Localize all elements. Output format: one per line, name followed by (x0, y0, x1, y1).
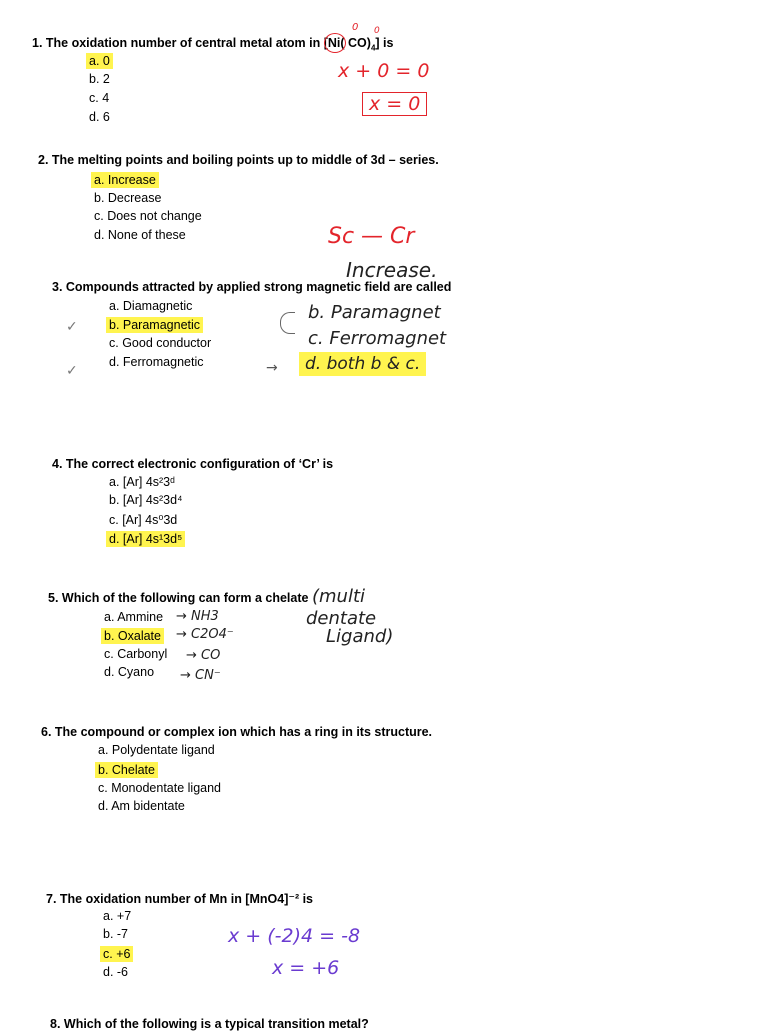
q5-handwritten-multi: (multi (312, 586, 366, 607)
q5-handwritten-co: → CO (186, 648, 221, 663)
q2-handwritten-sc-cr: Sc — Cr (328, 224, 415, 249)
q3-handwritten-c: c. Ferromagnet (308, 328, 447, 349)
q3-option-b: b. Paramagnetic (106, 317, 203, 333)
q5-handwritten-dentate: dentate (306, 608, 377, 629)
q3-check-icon-d: ✓ (66, 362, 78, 378)
q5-handwritten-ligand: Ligand) (326, 626, 394, 647)
q3-handwritten-b: b. Paramagnet (308, 302, 441, 323)
q3-option-c: c. Good conductor (109, 336, 212, 350)
q7-option-a: a. +7 (103, 909, 132, 923)
question-8-title: 8. Which of the following is a typical transition metal? (50, 1017, 369, 1031)
q1-option-c: c. 4 (89, 91, 110, 105)
q1-charge-ni: 0 (352, 22, 359, 33)
q2-option-a: a. Increase (91, 172, 159, 188)
q4-option-c: c. [Ar] 4s⁰3d (109, 513, 178, 527)
question-4-title: 4. The correct electronic configuration of ‘Cr’ is (52, 457, 334, 471)
q4-option-d: d. [Ar] 4s¹3d⁵ (106, 531, 185, 547)
q3-handwritten-d: d. both b & c. (299, 352, 426, 376)
q1-title-ni (328, 36, 341, 50)
q5-handwritten-cn: → CN⁻ (180, 668, 221, 683)
q5-option-d: d. Cyano (104, 665, 155, 679)
question-6-title: 6. The compound or complex ion which has a ring in its structure. (41, 725, 433, 739)
question-3-title: 3. Compounds attracted by applied strong magnetic field are called (52, 280, 452, 294)
q1-title-sub: 4 (370, 43, 376, 53)
q7-option-c: c. +6 (100, 946, 133, 962)
q6-option-d: d. Am bidentate (98, 799, 185, 813)
q1-title-mid: ( CO) (340, 36, 371, 50)
q1-option-d: d. 6 (89, 110, 110, 124)
q1-option-b: b. 2 (89, 72, 110, 86)
q1-ni-text: Ni (327, 36, 341, 50)
question-7-title: 7. The oxidation number of Mn in [MnO4]⁻² is (46, 892, 314, 906)
q2-option-b: b. Decrease (94, 191, 162, 205)
q1-charge-co: 0 (374, 26, 380, 36)
q3-bracket-icon (280, 312, 295, 334)
q2-option-d: d. None of these (94, 228, 186, 242)
q3-check-icon-b: ✓ (66, 318, 78, 334)
q5-handwritten-c2o4: → C2O4⁻ (176, 627, 234, 642)
q5-option-a: a. Ammine (104, 610, 164, 624)
q4-option-b: b. [Ar] 4s²3d⁴ (109, 493, 183, 507)
q2-handwritten-increase: Increase. (346, 258, 438, 282)
q3-option-d: d. Ferromagnetic (109, 355, 204, 369)
q7-handwritten-equation: x + (-2)4 = -8 (228, 925, 361, 947)
question-5-title: 5. Which of the following can form a chelate (48, 591, 309, 605)
question-1-title (32, 36, 393, 53)
q5-option-b: b. Oxalate (101, 628, 164, 644)
q7-option-d: d. -6 (103, 965, 129, 979)
q6-option-c: c. Monodentate ligand (98, 781, 222, 795)
q7-option-b: b. -7 (103, 927, 129, 941)
q6-option-a: a. Polydentate ligand (98, 743, 215, 757)
q5-option-c: c. Carbonyl (104, 647, 168, 661)
q7-handwritten-result: x = +6 (272, 957, 340, 979)
q3-option-a: a. Diamagnetic (109, 299, 193, 313)
q1-option-a: a. 0 (86, 53, 113, 69)
q3-arrow-icon: → (266, 360, 278, 376)
q5-handwritten-nh3: → NH3 (176, 609, 219, 624)
q1-title-post: ] is (375, 36, 394, 50)
question-2-title: 2. The melting points and boiling points up to middle of 3d – series. (38, 153, 439, 167)
ni-circle (324, 33, 346, 53)
q1-handwritten-equation: x + 0 = 0 (338, 60, 430, 82)
q1-title-pre: 1. The oxidation number of central metal atom in [ (32, 36, 328, 50)
q6-option-b: b. Chelate (95, 762, 158, 778)
q2-option-c: c. Does not change (94, 209, 202, 223)
q4-option-a: a. [Ar] 4s²3ᵈ (109, 475, 175, 489)
q1-handwritten-result: x = 0 (362, 92, 427, 116)
